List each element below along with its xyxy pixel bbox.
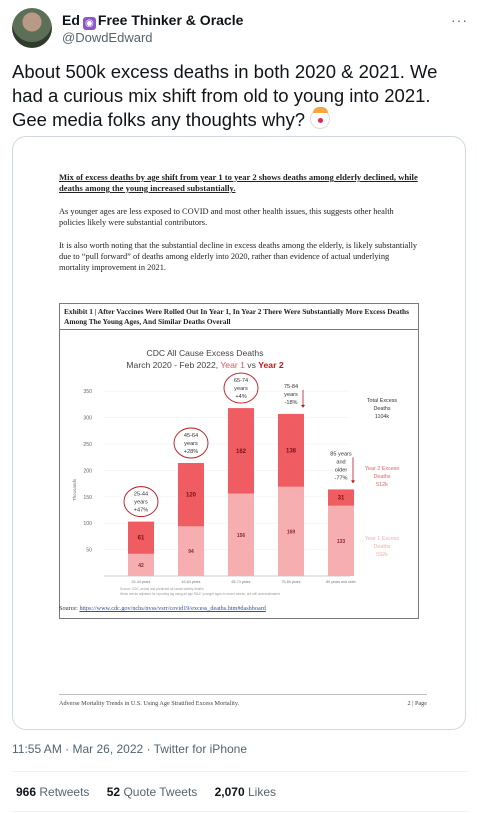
y-tick-label: 100: [83, 521, 92, 528]
quotes-label: Quote Tweets: [123, 785, 198, 799]
retweets-stat[interactable]: [16, 785, 89, 799]
callout-text: years: [184, 441, 198, 448]
chart-subtitle-year2: Year 2: [258, 360, 284, 370]
exhibit-box: [59, 303, 419, 619]
chart-footnote-2: Week weeks adjusted for reporting lag using all age 'B&C' younger ages to recent weeks, are still underestimated: [120, 592, 280, 596]
avatar[interactable]: [12, 8, 52, 48]
y-tick-label: 300: [83, 415, 92, 422]
y-tick-label: 50: [86, 547, 92, 554]
data-label-year1: 133: [336, 538, 346, 545]
y-tick-label: 250: [83, 442, 92, 448]
callout-arrowhead: [301, 405, 305, 408]
tweet-media-image[interactable]: [12, 136, 466, 730]
document-paragraph-1: As younger ages are less exposed to COVID and most other health issues, this suggests other health policies likely were substantial contributors.: [59, 207, 394, 227]
data-label-year1: 42: [138, 562, 144, 569]
document-heading: Mix of excess deaths by age shift from year 1 to year 2 shows deaths among elderly declined, while deaths among the young increased substantially.: [59, 172, 418, 193]
y-tick-label: 200: [83, 468, 92, 475]
callout-text: +28%: [183, 449, 199, 456]
tweet-body: About 500k excess deaths in both 2020 & 2021. We had a curious mix shift from old to young into 2021. Gee media folks any thoughts why?: [12, 61, 438, 130]
data-label-year2: 31: [337, 495, 345, 502]
legend-year1-text: 592k: [376, 552, 388, 558]
user-handle[interactable]: @DowdEdward: [62, 30, 153, 45]
y-axis-label: Thousands: [72, 478, 77, 502]
data-label-year2: 138: [285, 448, 297, 455]
chart-subtitle-vs: vs: [247, 360, 256, 370]
more-icon[interactable]: ···: [451, 12, 468, 28]
x-tick-label: 25-44 years: [131, 580, 151, 584]
source-label: Source:: [59, 605, 78, 612]
data-label-year2: 120: [185, 492, 197, 499]
exhibit-title: Exhibit 1 | After Vaccines Were Rolled Out In Year 1, In Year 2 There Were Substantially More Excess Deaths Among The Young Ages, And Similar Deaths Overall: [60, 304, 418, 330]
legend-total-text: Deaths: [373, 406, 391, 412]
y-tick-label: 350: [83, 389, 92, 396]
likes-label: Likes: [248, 785, 277, 799]
callout-text: +47%: [133, 507, 149, 514]
x-tick-label: 75-84 years: [281, 580, 301, 584]
chart-subtitle-prefix: March 2020 - Feb 2022,: [126, 360, 219, 370]
document-paragraph-2: It is also worth noting that the substantial decline in excess deaths among the elderly, is likely substantially due to “pull forward” of deaths among elderly into 2020, rather than evidence of actual underlying mortality improvement in 2021.: [59, 241, 418, 272]
document-source: [59, 605, 266, 612]
footer-divider: [59, 694, 427, 695]
document-page: [13, 137, 465, 729]
retweets-count: 966: [16, 785, 37, 799]
x-tick-label: 65-74 years: [231, 580, 251, 584]
callout-text: 25-44: [133, 491, 149, 498]
display-name-suffix: Free Thinker & Oracle: [97, 12, 244, 28]
callout-text: years: [234, 386, 248, 393]
chart-footnote-1: Source: CDC, actual and predicted all cause weekly deaths: [120, 587, 204, 591]
chart: [60, 330, 418, 618]
y-tick-label: 150: [83, 494, 92, 501]
legend-year1-text: Year 1 Excess: [364, 536, 400, 542]
data-label-year2: 162: [235, 448, 247, 455]
callout-text: 85 years: [330, 451, 352, 458]
page-number: 2 | Page: [407, 700, 427, 707]
quotes-count: 52: [106, 785, 121, 799]
data-label-year1: 94: [188, 549, 194, 556]
data-label-year1: 156: [236, 532, 246, 539]
legend-total-text: Total Excess: [366, 398, 398, 404]
tweet-timestamp[interactable]: 11:55 AM · Mar 26, 2022 · Twitter for iPhone: [12, 742, 248, 756]
data-label-year1: 169: [286, 529, 296, 536]
footer-title: Adverse Mortality Trends in U.S. Using Age Stratified Excess Mortality.: [59, 700, 240, 707]
x-tick-label: 85 years and older: [326, 580, 356, 584]
legend-year2-text: Year 2 Excess: [364, 466, 400, 472]
callout-text: -77%: [334, 475, 348, 482]
legend-year1-text: Deaths: [373, 544, 391, 550]
callout-arrowhead: [351, 480, 355, 483]
x-tick-label: 45-64 years: [181, 580, 201, 584]
callout-text: years: [284, 391, 298, 398]
likes-count: 2,070: [214, 785, 245, 799]
data-label-year2: 61: [137, 535, 145, 542]
chart-title: CDC All Cause Excess Deaths: [146, 348, 264, 358]
legend-year2-text: 512k: [376, 482, 388, 488]
callout-text: 45-64: [183, 433, 199, 440]
callout-text: 75-84: [283, 383, 299, 390]
display-name[interactable]: [62, 12, 243, 30]
quotes-stat[interactable]: [107, 785, 198, 799]
chart-svg: [60, 330, 418, 618]
likes-stat[interactable]: [215, 785, 276, 799]
callout-text: +4%: [235, 394, 247, 401]
callout-text: and: [336, 459, 346, 466]
legend-year2-text: Deaths: [373, 474, 391, 480]
retweets-label: Retweets: [39, 785, 90, 799]
divider-bottom: [12, 811, 468, 812]
callout-text: -18%: [284, 399, 298, 406]
divider-top: [12, 771, 468, 772]
tweet-text: [12, 60, 452, 132]
clown-face-icon: [310, 109, 330, 129]
oracle-badge-icon: ◉: [83, 17, 96, 30]
tweet-header: [12, 8, 468, 52]
callout-text: 65-74: [233, 378, 249, 385]
display-name-text: Ed: [62, 12, 80, 28]
document-footer: [59, 700, 427, 707]
tweet-stats: [16, 785, 290, 799]
chart-subtitle-year1: Year 1: [220, 360, 245, 370]
source-link: https://www.cdc.gov/nchs/nvss/vsrr/covid19/excess_deaths.htm#dashboard: [79, 605, 266, 612]
legend-total-text: 1104k: [374, 414, 390, 420]
callout-text: years: [134, 499, 148, 506]
callout-text: older: [334, 467, 348, 474]
